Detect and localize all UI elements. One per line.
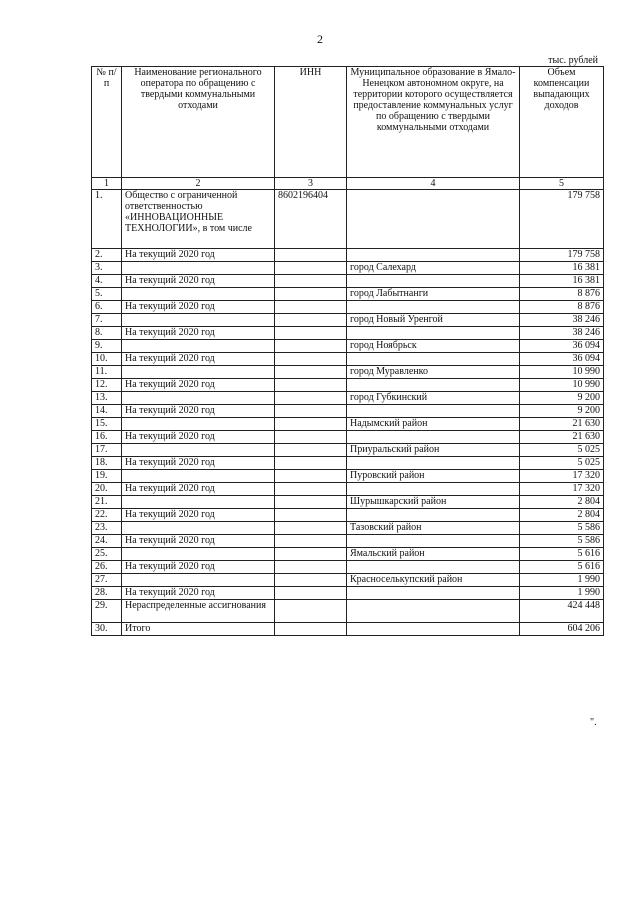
unit-label: тыс. рублей [548, 55, 598, 66]
amount-cell: 5 025 [520, 457, 604, 470]
operator-name-cell: На текущий 2020 год [122, 483, 275, 496]
operator-name-cell [122, 470, 275, 483]
row-number: 5. [92, 288, 122, 301]
row-number: 22. [92, 509, 122, 522]
table-row [92, 275, 604, 288]
municipality-cell: город Губкинский [347, 392, 520, 405]
table-row [92, 392, 604, 405]
municipality-cell: Надымский район [347, 418, 520, 431]
table-row [92, 470, 604, 483]
table-row [92, 314, 604, 327]
row-number: 6. [92, 301, 122, 314]
municipality-cell [347, 587, 520, 600]
amount-cell: 10 990 [520, 366, 604, 379]
inn-cell [275, 574, 347, 587]
table-row [92, 623, 604, 636]
municipality-cell: город Ноябрьск [347, 340, 520, 353]
table-row [92, 457, 604, 470]
header-operator-name: Наименование регионального оператора по обращению с твердыми коммунальными отходами [122, 67, 275, 178]
row-number: 2. [92, 249, 122, 262]
amount-cell: 17 320 [520, 483, 604, 496]
inn-cell [275, 366, 347, 379]
row-number: 10. [92, 353, 122, 366]
inn-cell [275, 496, 347, 509]
inn-cell [275, 470, 347, 483]
municipality-cell [347, 301, 520, 314]
amount-cell: 21 630 [520, 418, 604, 431]
row-number: 7. [92, 314, 122, 327]
operator-name-cell: На текущий 2020 год [122, 431, 275, 444]
amount-cell: 38 246 [520, 314, 604, 327]
amount-cell: 1 990 [520, 574, 604, 587]
amount-cell: 424 448 [520, 600, 604, 623]
municipality-cell [347, 327, 520, 340]
municipality-cell [347, 457, 520, 470]
amount-cell: 17 320 [520, 470, 604, 483]
table-row [92, 288, 604, 301]
amount-cell: 604 206 [520, 623, 604, 636]
operator-name-cell: Общество с ограниченной ответственностью «ИННОВАЦИОННЫЕ ТЕХНОЛОГИИ», в том числе [122, 190, 275, 249]
inn-cell [275, 483, 347, 496]
operator-name-cell [122, 418, 275, 431]
municipality-cell: Красноселькупский район [347, 574, 520, 587]
inn-cell [275, 600, 347, 623]
municipality-cell: Ямальский район [347, 548, 520, 561]
table-body [92, 190, 604, 636]
column-number: 5 [520, 178, 604, 190]
operator-name-cell [122, 262, 275, 275]
inn-cell [275, 548, 347, 561]
amount-cell: 36 094 [520, 353, 604, 366]
municipality-cell [347, 353, 520, 366]
row-number: 29. [92, 600, 122, 623]
operator-name-cell [122, 314, 275, 327]
table-row [92, 418, 604, 431]
amount-cell: 2 804 [520, 496, 604, 509]
table-row [92, 190, 604, 249]
municipality-cell [347, 405, 520, 418]
inn-cell [275, 444, 347, 457]
amount-cell: 38 246 [520, 327, 604, 340]
table-row [92, 327, 604, 340]
amount-cell: 179 758 [520, 190, 604, 249]
operator-name-cell: На текущий 2020 год [122, 509, 275, 522]
row-number: 8. [92, 327, 122, 340]
row-number: 19. [92, 470, 122, 483]
table-row [92, 496, 604, 509]
row-number: 16. [92, 431, 122, 444]
operator-name-cell [122, 340, 275, 353]
municipality-cell [347, 561, 520, 574]
table-row [92, 483, 604, 496]
row-number: 9. [92, 340, 122, 353]
compensation-table [91, 66, 604, 636]
inn-cell [275, 418, 347, 431]
municipality-cell [347, 431, 520, 444]
inn-cell [275, 457, 347, 470]
operator-name-cell: На текущий 2020 год [122, 275, 275, 288]
amount-cell: 8 876 [520, 288, 604, 301]
operator-name-cell: На текущий 2020 год [122, 353, 275, 366]
municipality-cell: город Салехард [347, 262, 520, 275]
inn-cell [275, 431, 347, 444]
row-number: 25. [92, 548, 122, 561]
operator-name-cell [122, 496, 275, 509]
row-number: 30. [92, 623, 122, 636]
row-number: 17. [92, 444, 122, 457]
inn-cell [275, 509, 347, 522]
table-row [92, 353, 604, 366]
row-number: 4. [92, 275, 122, 288]
municipality-cell [347, 535, 520, 548]
row-number: 27. [92, 574, 122, 587]
municipality-cell: Шурышкарский район [347, 496, 520, 509]
table-row [92, 249, 604, 262]
inn-cell [275, 392, 347, 405]
amount-cell: 16 381 [520, 262, 604, 275]
municipality-cell: Пуровский район [347, 470, 520, 483]
column-number: 4 [347, 178, 520, 190]
amount-cell: 179 758 [520, 249, 604, 262]
municipality-cell: город Муравленко [347, 366, 520, 379]
operator-name-cell [122, 444, 275, 457]
row-number: 11. [92, 366, 122, 379]
amount-cell: 16 381 [520, 275, 604, 288]
operator-name-cell: На текущий 2020 год [122, 301, 275, 314]
row-number: 23. [92, 522, 122, 535]
table-row [92, 366, 604, 379]
table-row [92, 574, 604, 587]
inn-cell [275, 522, 347, 535]
table-row [92, 444, 604, 457]
operator-name-cell [122, 366, 275, 379]
header-inn: ИНН [275, 67, 347, 178]
amount-cell: 9 200 [520, 392, 604, 405]
municipality-cell [347, 275, 520, 288]
inn-cell [275, 379, 347, 392]
header-row [92, 67, 604, 178]
operator-name-cell [122, 522, 275, 535]
operator-name-cell: На текущий 2020 год [122, 457, 275, 470]
inn-cell [275, 587, 347, 600]
header-compensation-amount: Объем компенсации выпадающих доходов [520, 67, 604, 178]
table-row [92, 600, 604, 623]
amount-cell: 5 586 [520, 535, 604, 548]
row-number: 18. [92, 457, 122, 470]
inn-cell [275, 405, 347, 418]
operator-name-cell: На текущий 2020 год [122, 535, 275, 548]
municipality-cell [347, 509, 520, 522]
amount-cell: 5 616 [520, 548, 604, 561]
row-number: 21. [92, 496, 122, 509]
page-number: 2 [317, 32, 323, 46]
closing-quote-mark: ". [590, 717, 597, 728]
amount-cell: 5 025 [520, 444, 604, 457]
column-numbers-row [92, 178, 604, 190]
municipality-cell [347, 623, 520, 636]
row-number: 15. [92, 418, 122, 431]
table-row [92, 509, 604, 522]
column-number: 1 [92, 178, 122, 190]
inn-cell [275, 275, 347, 288]
municipality-cell [347, 249, 520, 262]
table-row [92, 587, 604, 600]
municipality-cell [347, 600, 520, 623]
inn-cell [275, 301, 347, 314]
municipality-cell: Приуральский район [347, 444, 520, 457]
amount-cell: 5 586 [520, 522, 604, 535]
inn-cell [275, 314, 347, 327]
row-number: 12. [92, 379, 122, 392]
row-number: 24. [92, 535, 122, 548]
table-row [92, 561, 604, 574]
inn-cell: 8602196404 [275, 190, 347, 249]
column-number: 2 [122, 178, 275, 190]
municipality-cell [347, 483, 520, 496]
table-row [92, 431, 604, 444]
operator-name-cell: Итого [122, 623, 275, 636]
amount-cell: 10 990 [520, 379, 604, 392]
row-number: 20. [92, 483, 122, 496]
table-row [92, 535, 604, 548]
inn-cell [275, 327, 347, 340]
inn-cell [275, 535, 347, 548]
operator-name-cell: На текущий 2020 год [122, 405, 275, 418]
inn-cell [275, 623, 347, 636]
row-number: 14. [92, 405, 122, 418]
header-number: № п/п [92, 67, 122, 178]
amount-cell: 9 200 [520, 405, 604, 418]
table-row [92, 379, 604, 392]
inn-cell [275, 249, 347, 262]
inn-cell [275, 340, 347, 353]
row-number: 13. [92, 392, 122, 405]
table-row [92, 548, 604, 561]
municipality-cell: город Лабытнанги [347, 288, 520, 301]
amount-cell: 2 804 [520, 509, 604, 522]
operator-name-cell [122, 392, 275, 405]
row-number: 28. [92, 587, 122, 600]
amount-cell: 21 630 [520, 431, 604, 444]
row-number: 1. [92, 190, 122, 249]
table-row [92, 301, 604, 314]
table-row [92, 340, 604, 353]
inn-cell [275, 262, 347, 275]
operator-name-cell [122, 574, 275, 587]
municipality-cell: город Новый Уренгой [347, 314, 520, 327]
operator-name-cell: На текущий 2020 год [122, 327, 275, 340]
table-row [92, 262, 604, 275]
row-number: 3. [92, 262, 122, 275]
amount-cell: 1 990 [520, 587, 604, 600]
operator-name-cell [122, 548, 275, 561]
amount-cell: 8 876 [520, 301, 604, 314]
municipality-cell [347, 190, 520, 249]
row-number: 26. [92, 561, 122, 574]
operator-name-cell [122, 288, 275, 301]
operator-name-cell: На текущий 2020 год [122, 249, 275, 262]
inn-cell [275, 561, 347, 574]
amount-cell: 36 094 [520, 340, 604, 353]
column-number: 3 [275, 178, 347, 190]
operator-name-cell: Нераспределенные ассигнования [122, 600, 275, 623]
municipality-cell: Тазовский район [347, 522, 520, 535]
amount-cell: 5 616 [520, 561, 604, 574]
municipality-cell [347, 379, 520, 392]
operator-name-cell: На текущий 2020 год [122, 561, 275, 574]
table-row [92, 405, 604, 418]
inn-cell [275, 288, 347, 301]
table-row [92, 522, 604, 535]
inn-cell [275, 353, 347, 366]
header-municipality: Муниципальное образование в Ямало-Ненецком автономном округе, на территории которого осуществляется предоставление коммунальных услуг по обращению с твердыми коммунальными отходами [347, 67, 520, 178]
operator-name-cell: На текущий 2020 год [122, 587, 275, 600]
operator-name-cell: На текущий 2020 год [122, 379, 275, 392]
